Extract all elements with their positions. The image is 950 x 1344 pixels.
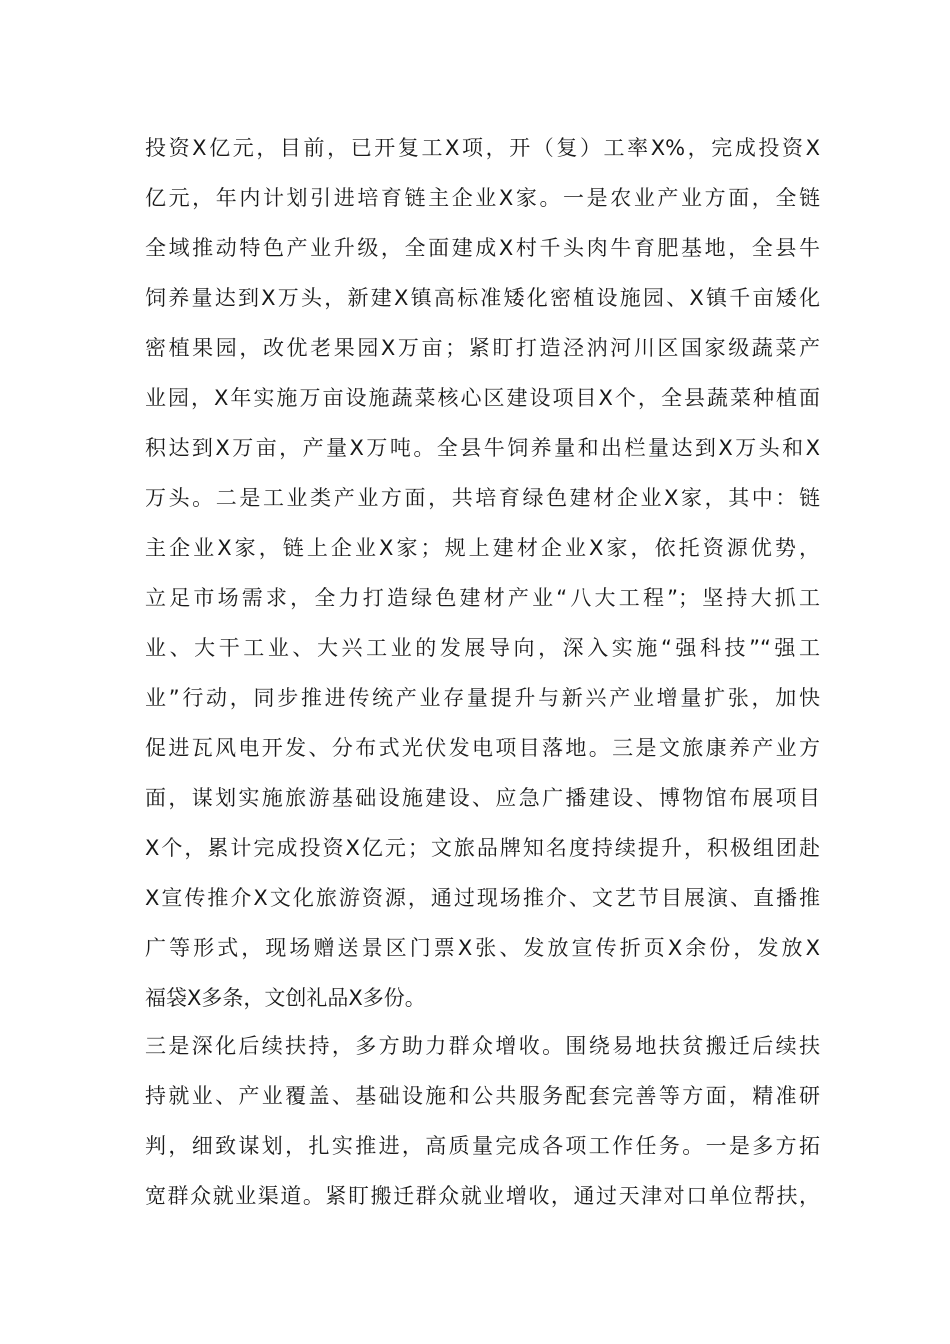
text-line: 福袋X多条，文创礼品X多份。	[145, 986, 426, 1010]
text-line: 面，谋划实施旅游基础设施建设、应急广播建设、博物馆布展项目	[145, 786, 820, 810]
text-line: 投资X亿元，目前，已开复工X项，开（复）工率X%，完成投资X	[145, 136, 820, 160]
paragraph-industry-progress	[145, 123, 820, 1023]
text-line: 万头。二是工业类产业方面，共培育绿色建材企业X家，其中：链	[145, 486, 820, 510]
text-line: 判，细致谋划，扎实推进，高质量完成各项工作任务。一是多方拓	[145, 1134, 820, 1158]
text-line: X个，累计完成投资X亿元；文旅品牌知名度持续提升，积极组团赴	[145, 836, 820, 860]
text-line: 全域推动特色产业升级，全面建成X村千头肉牛育肥基地，全县牛	[145, 236, 820, 260]
text-line: 广等形式，现场赠送景区门票X张、发放宣传折页X余份，发放X	[145, 936, 820, 960]
text-line: 业”行动，同步推进传统产业存量提升与新兴产业增量扩张，加快	[145, 686, 820, 710]
text-line: 业、大干工业、大兴工业的发展导向，深入实施“强科技”“强工	[145, 636, 820, 660]
text-line: 积达到X万亩，产量X万吨。全县牛饲养量和出栏量达到X万头和X	[145, 436, 820, 460]
text-line: 主企业X家，链上企业X家；规上建材企业X家，依托资源优势，	[145, 536, 820, 560]
text-line: 宽群众就业渠道。紧盯搬迁群众就业增收，通过天津对口单位帮扶，	[145, 1184, 820, 1208]
text-line: 立足市场需求，全力打造绿色建材产业“八大工程”；坚持大抓工	[145, 586, 820, 610]
text-line: 三是深化后续扶持，多方助力群众增收。围绕易地扶贫搬迁后续扶	[145, 1034, 820, 1058]
text-line: X宣传推介X文化旅游资源，通过现场推介、文艺节目展演、直播推	[145, 886, 820, 910]
text-line: 密植果园，改优老果园X万亩；紧盯打造泾汭河川区国家级蔬菜产	[145, 336, 820, 360]
text-line: 持就业、产业覆盖、基础设施和公共服务配套完善等方面，精准研	[145, 1084, 820, 1108]
text-line: 饲养量达到X万头，新建X镇高标准矮化密植设施园、X镇千亩矮化	[145, 286, 820, 310]
paragraph-follow-up-support	[145, 1021, 820, 1221]
text-line: 促进瓦风电开发、分布式光伏发电项目落地。三是文旅康养产业方	[145, 736, 820, 760]
text-line: 亿元，年内计划引进培育链主企业X家。一是农业产业方面，全链	[145, 186, 820, 210]
text-line: 业园，X年实施万亩设施蔬菜核心区建设项目X个，全县蔬菜种植面	[145, 386, 820, 410]
